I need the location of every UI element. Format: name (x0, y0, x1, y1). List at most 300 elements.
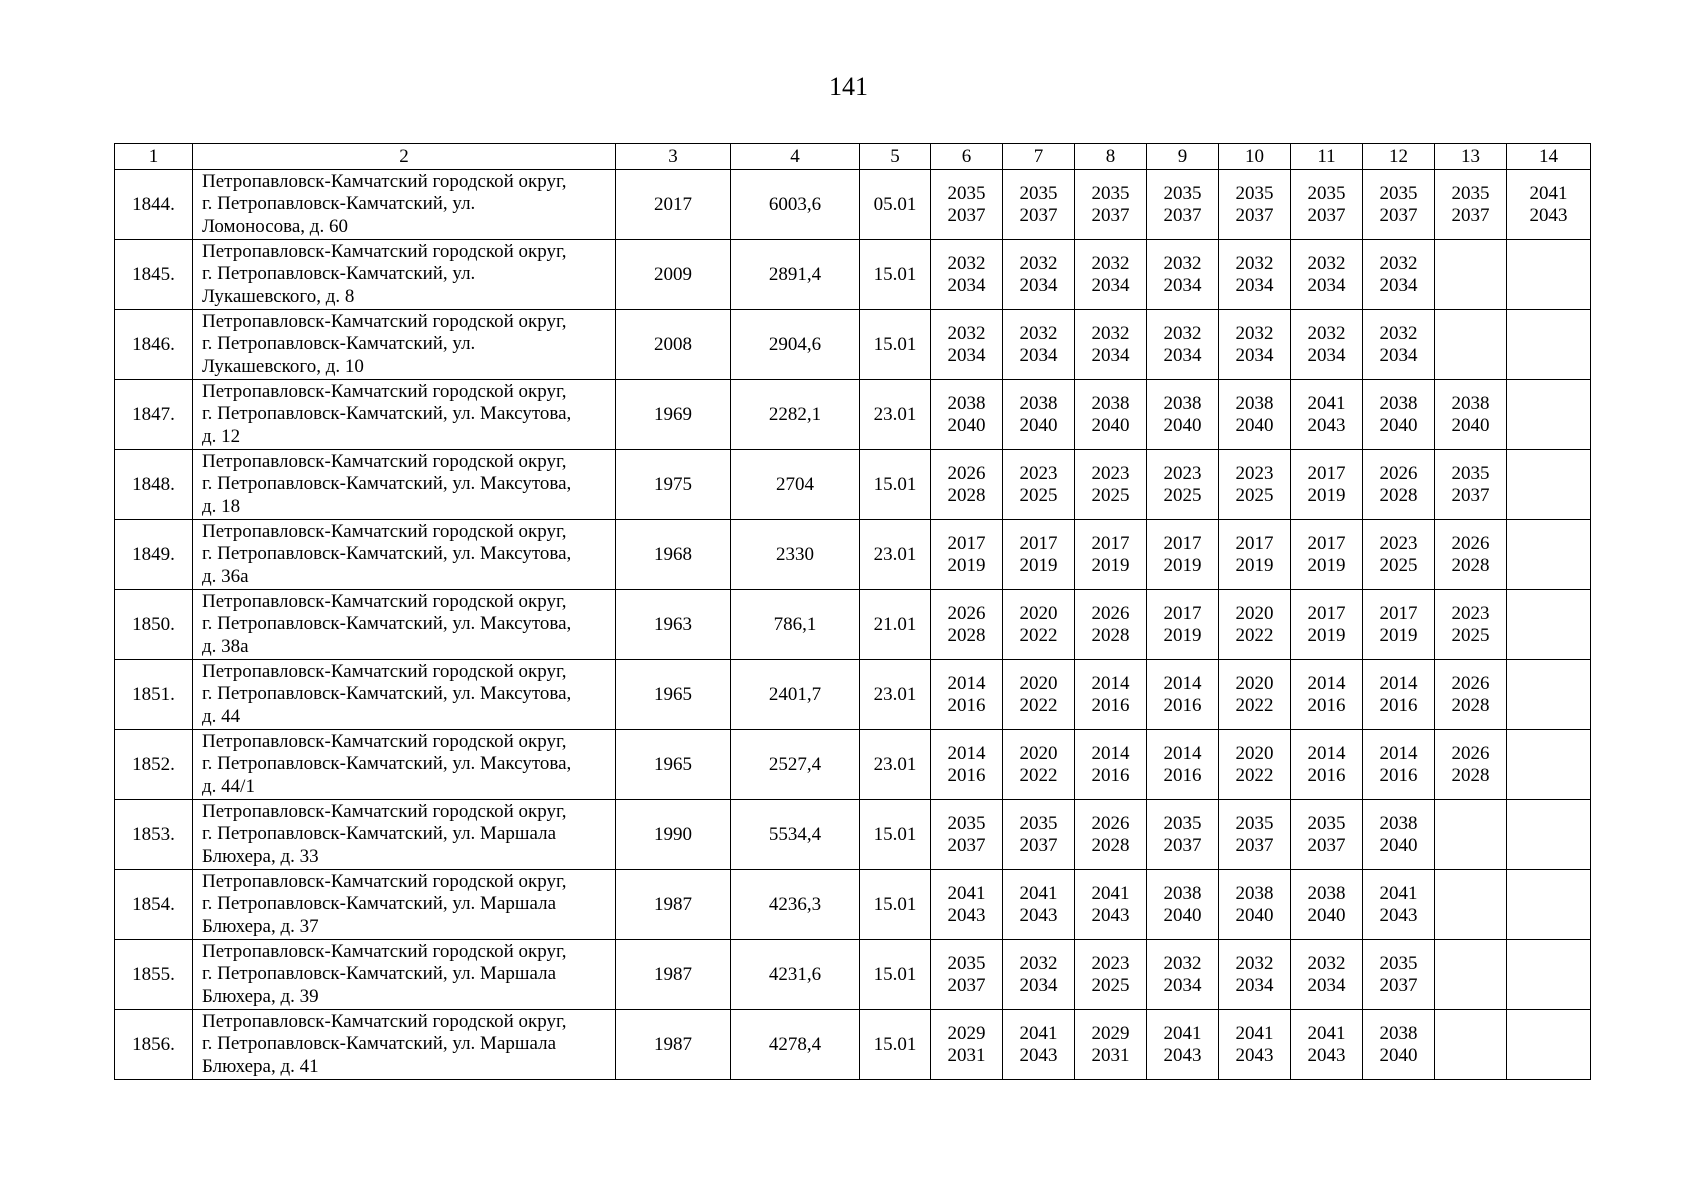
code-cell: 23.01 (860, 730, 931, 800)
period-end-year: 2034 (1091, 344, 1130, 366)
period-cell (931, 170, 1003, 240)
period-start-year: 2032 (1091, 322, 1130, 344)
period-cell (1507, 240, 1591, 310)
period-cell (1075, 240, 1147, 310)
period-end-year: 2022 (1019, 694, 1058, 716)
period-cell (1435, 170, 1507, 240)
period-start-year: 2026 (1451, 742, 1490, 764)
address-line: Блюхера, д. 41 (202, 1055, 319, 1077)
period-end-year: 2025 (1163, 484, 1202, 506)
address-line: Блюхера, д. 37 (202, 915, 319, 937)
period-cell (1219, 240, 1291, 310)
period-start-year: 2041 (1379, 882, 1418, 904)
area-cell: 4236,3 (731, 870, 860, 940)
period-start-year: 2026 (1451, 672, 1490, 694)
period-start-year: 2023 (1235, 462, 1274, 484)
period-start-year: 2035 (947, 812, 986, 834)
table-row (115, 800, 1591, 870)
table-row (115, 450, 1591, 520)
address-line: г. Петропавловск-Камчатский, ул. (202, 263, 476, 285)
period-cell (931, 310, 1003, 380)
table-row (115, 940, 1591, 1010)
period-cell (1003, 800, 1075, 870)
address-line: д. 36а (202, 565, 249, 587)
address-line: Петропавловск-Камчатский городской округ, (202, 660, 567, 682)
period-cell (1507, 380, 1591, 450)
period-start-year: 2032 (947, 252, 986, 274)
period-cell (1507, 520, 1591, 590)
commissioning-year-cell: 1963 (616, 590, 731, 660)
period-start-year: 2020 (1235, 602, 1274, 624)
period-end-year: 2034 (1235, 974, 1274, 996)
period-cell (1363, 870, 1435, 940)
commissioning-year-cell: 1987 (616, 940, 731, 1010)
period-end-year: 2028 (1379, 484, 1418, 506)
address-line: д. 12 (202, 425, 241, 447)
table-row (115, 660, 1591, 730)
period-cell (1075, 520, 1147, 590)
table-body (115, 170, 1591, 1080)
table-row (115, 1010, 1591, 1080)
period-start-year: 2032 (1235, 952, 1274, 974)
period-end-year: 2022 (1235, 624, 1274, 646)
period-start-year: 2041 (947, 882, 986, 904)
period-cell (1147, 800, 1219, 870)
period-start-year: 2017 (1235, 532, 1274, 554)
period-end-year: 2043 (1529, 204, 1568, 226)
address-cell (193, 310, 616, 380)
commissioning-year-cell: 1965 (616, 730, 731, 800)
row-number-cell: 1846. (115, 310, 193, 380)
column-header-3: 3 (616, 144, 731, 170)
period-end-year: 2025 (1091, 974, 1130, 996)
period-start-year: 2020 (1019, 602, 1058, 624)
area-cell: 2904,6 (731, 310, 860, 380)
address-line: Петропавловск-Камчатский городской округ, (202, 800, 567, 822)
period-cell (1363, 1010, 1435, 1080)
period-end-year: 2019 (1235, 554, 1274, 576)
address-line: Петропавловск-Камчатский городской округ, (202, 310, 567, 332)
period-end-year: 2034 (1163, 974, 1202, 996)
period-start-year: 2023 (1091, 952, 1130, 974)
area-cell: 2891,4 (731, 240, 860, 310)
period-end-year: 2043 (1163, 1044, 1202, 1066)
period-start-year: 2041 (1307, 1022, 1346, 1044)
period-cell (1075, 870, 1147, 940)
address-line: Петропавловск-Камчатский городской округ, (202, 450, 567, 472)
code-cell: 21.01 (860, 590, 931, 660)
period-cell (931, 800, 1003, 870)
period-start-year: 2041 (1019, 882, 1058, 904)
row-number-cell: 1856. (115, 1010, 193, 1080)
address-line: г. Петропавловск-Камчатский, ул. Маршала (202, 893, 557, 915)
period-start-year: 2035 (1235, 182, 1274, 204)
period-start-year: 2032 (1019, 322, 1058, 344)
period-cell (1003, 240, 1075, 310)
period-start-year: 2032 (1235, 252, 1274, 274)
period-start-year: 2035 (947, 182, 986, 204)
period-end-year: 2040 (1235, 414, 1274, 436)
period-cell (1507, 940, 1591, 1010)
period-cell (1219, 450, 1291, 520)
row-number-cell: 1847. (115, 380, 193, 450)
period-cell (931, 240, 1003, 310)
period-start-year: 2035 (1019, 812, 1058, 834)
column-header-8: 8 (1075, 144, 1147, 170)
period-end-year: 2040 (1091, 414, 1130, 436)
period-end-year: 2034 (1163, 344, 1202, 366)
commissioning-year-cell: 2008 (616, 310, 731, 380)
period-end-year: 2022 (1235, 764, 1274, 786)
period-end-year: 2019 (1163, 624, 1202, 646)
period-cell (1435, 730, 1507, 800)
period-start-year: 2032 (1163, 952, 1202, 974)
period-start-year: 2020 (1019, 742, 1058, 764)
period-cell (1435, 310, 1507, 380)
period-end-year: 2016 (947, 694, 986, 716)
page-number: 141 (829, 72, 868, 101)
period-cell (1291, 450, 1363, 520)
period-start-year: 2023 (1451, 602, 1490, 624)
period-end-year: 2028 (1451, 694, 1490, 716)
period-cell (1147, 1010, 1219, 1080)
period-end-year: 2016 (1379, 764, 1418, 786)
period-end-year: 2022 (1019, 764, 1058, 786)
period-cell (1435, 450, 1507, 520)
period-start-year: 2017 (1091, 532, 1130, 554)
period-end-year: 2037 (1235, 834, 1274, 856)
code-cell: 15.01 (860, 800, 931, 870)
address-cell (193, 590, 616, 660)
period-end-year: 2043 (1019, 904, 1058, 926)
period-cell (1003, 520, 1075, 590)
period-start-year: 2035 (1379, 182, 1418, 204)
period-end-year: 2043 (1235, 1044, 1274, 1066)
period-cell (931, 590, 1003, 660)
commissioning-year-cell: 2017 (616, 170, 731, 240)
table-row (115, 240, 1591, 310)
period-cell (1435, 870, 1507, 940)
period-end-year: 2025 (1019, 484, 1058, 506)
period-end-year: 2040 (1451, 414, 1490, 436)
period-end-year: 2037 (1379, 204, 1418, 226)
area-cell: 786,1 (731, 590, 860, 660)
period-start-year: 2032 (1019, 252, 1058, 274)
address-line: д. 38а (202, 635, 249, 657)
period-start-year: 2041 (1163, 1022, 1202, 1044)
period-end-year: 2034 (1307, 274, 1346, 296)
area-cell: 2401,7 (731, 660, 860, 730)
address-line: д. 44 (202, 705, 241, 727)
period-end-year: 2037 (1379, 974, 1418, 996)
period-end-year: 2040 (1019, 414, 1058, 436)
period-end-year: 2028 (1091, 624, 1130, 646)
period-start-year: 2026 (947, 462, 986, 484)
table-row (115, 870, 1591, 940)
column-header-9: 9 (1147, 144, 1219, 170)
address-cell (193, 800, 616, 870)
period-cell (1075, 170, 1147, 240)
address-line: г. Петропавловск-Камчатский, ул. Маршала (202, 963, 557, 985)
period-end-year: 2037 (1163, 204, 1202, 226)
table-row (115, 590, 1591, 660)
period-cell (1075, 590, 1147, 660)
address-cell (193, 1010, 616, 1080)
period-end-year: 2034 (1307, 974, 1346, 996)
period-end-year: 2028 (947, 484, 986, 506)
period-end-year: 2037 (1307, 204, 1346, 226)
row-number-cell: 1853. (115, 800, 193, 870)
period-end-year: 2037 (1019, 834, 1058, 856)
period-end-year: 2016 (1091, 694, 1130, 716)
period-end-year: 2037 (1451, 484, 1490, 506)
column-header-13: 13 (1435, 144, 1507, 170)
period-start-year: 2029 (947, 1022, 986, 1044)
period-cell (1219, 940, 1291, 1010)
period-cell (1003, 660, 1075, 730)
period-cell (1003, 450, 1075, 520)
commissioning-year-cell: 1990 (616, 800, 731, 870)
commissioning-year-cell: 1965 (616, 660, 731, 730)
period-start-year: 2023 (1091, 462, 1130, 484)
table-row (115, 170, 1591, 240)
period-cell (1435, 800, 1507, 870)
period-start-year: 2017 (1019, 532, 1058, 554)
address-line: Лукашевского, д. 8 (202, 285, 355, 307)
period-start-year: 2014 (1307, 672, 1346, 694)
period-cell (1363, 380, 1435, 450)
period-end-year: 2016 (1163, 764, 1202, 786)
period-cell (1363, 240, 1435, 310)
address-cell (193, 450, 616, 520)
period-start-year: 2035 (1163, 182, 1202, 204)
period-start-year: 2014 (947, 672, 986, 694)
period-end-year: 2016 (1307, 694, 1346, 716)
period-start-year: 2017 (1163, 602, 1202, 624)
period-cell (931, 380, 1003, 450)
period-cell (931, 870, 1003, 940)
period-cell (1291, 870, 1363, 940)
period-end-year: 2019 (1163, 554, 1202, 576)
period-start-year: 2035 (1235, 812, 1274, 834)
period-cell (931, 1010, 1003, 1080)
address-line: Петропавловск-Камчатский городской округ, (202, 730, 567, 752)
period-cell (1219, 800, 1291, 870)
period-cell (1435, 590, 1507, 660)
commissioning-year-cell: 1987 (616, 1010, 731, 1080)
period-end-year: 2043 (1091, 904, 1130, 926)
period-end-year: 2037 (1235, 204, 1274, 226)
period-end-year: 2016 (1379, 694, 1418, 716)
period-end-year: 2031 (947, 1044, 986, 1066)
period-end-year: 2037 (1019, 204, 1058, 226)
period-cell (1507, 590, 1591, 660)
period-end-year: 2019 (1307, 554, 1346, 576)
period-start-year: 2035 (1091, 182, 1130, 204)
period-end-year: 2040 (1379, 834, 1418, 856)
commissioning-year-cell: 1987 (616, 870, 731, 940)
period-cell (931, 660, 1003, 730)
period-cell (1219, 590, 1291, 660)
period-cell (1003, 380, 1075, 450)
area-cell: 2704 (731, 450, 860, 520)
address-line: Петропавловск-Камчатский городской округ, (202, 940, 567, 962)
period-cell (1219, 730, 1291, 800)
period-end-year: 2034 (1235, 274, 1274, 296)
period-end-year: 2037 (1163, 834, 1202, 856)
period-cell (1003, 730, 1075, 800)
period-start-year: 2020 (1235, 742, 1274, 764)
table-row (115, 520, 1591, 590)
period-cell (1363, 940, 1435, 1010)
area-cell: 6003,6 (731, 170, 860, 240)
period-start-year: 2014 (1091, 742, 1130, 764)
period-start-year: 2035 (1163, 812, 1202, 834)
address-line: Петропавловск-Камчатский городской округ, (202, 240, 567, 262)
period-cell (1435, 380, 1507, 450)
period-cell (1363, 170, 1435, 240)
period-start-year: 2029 (1091, 1022, 1130, 1044)
commissioning-year-cell: 2009 (616, 240, 731, 310)
period-cell (1147, 380, 1219, 450)
period-cell (931, 450, 1003, 520)
period-end-year: 2019 (1091, 554, 1130, 576)
address-line: г. Петропавловск-Камчатский, ул. Максутова, (202, 683, 572, 705)
period-cell (1147, 310, 1219, 380)
period-end-year: 2016 (947, 764, 986, 786)
period-end-year: 2034 (1019, 344, 1058, 366)
period-end-year: 2040 (1379, 1044, 1418, 1066)
period-start-year: 2038 (1235, 882, 1274, 904)
period-cell (1291, 380, 1363, 450)
period-start-year: 2017 (1163, 532, 1202, 554)
address-line: г. Петропавловск-Камчатский, ул. Максутова, (202, 403, 572, 425)
period-start-year: 2038 (1379, 392, 1418, 414)
column-header-11: 11 (1291, 144, 1363, 170)
period-cell (1147, 450, 1219, 520)
period-start-year: 2032 (1163, 252, 1202, 274)
address-cell (193, 240, 616, 310)
table-row (115, 380, 1591, 450)
period-end-year: 2019 (1379, 624, 1418, 646)
period-start-year: 2026 (1091, 602, 1130, 624)
period-start-year: 2020 (1235, 672, 1274, 694)
table-row (115, 310, 1591, 380)
period-cell (1219, 380, 1291, 450)
period-end-year: 2034 (1379, 274, 1418, 296)
area-cell: 5534,4 (731, 800, 860, 870)
period-end-year: 2025 (1451, 624, 1490, 646)
period-start-year: 2014 (1091, 672, 1130, 694)
period-start-year: 2041 (1307, 392, 1346, 414)
period-end-year: 2034 (1235, 344, 1274, 366)
period-end-year: 2016 (1091, 764, 1130, 786)
code-cell: 15.01 (860, 310, 931, 380)
row-number-cell: 1854. (115, 870, 193, 940)
period-cell (1075, 940, 1147, 1010)
address-line: Ломоносова, д. 60 (202, 215, 348, 237)
period-cell (1363, 660, 1435, 730)
address-line: Петропавловск-Камчатский городской округ, (202, 870, 567, 892)
period-end-year: 2040 (1163, 904, 1202, 926)
code-cell: 15.01 (860, 940, 931, 1010)
address-line: г. Петропавловск-Камчатский, ул. Максутова, (202, 473, 572, 495)
period-end-year: 2037 (1451, 204, 1490, 226)
period-end-year: 2034 (1307, 344, 1346, 366)
row-number-cell: 1849. (115, 520, 193, 590)
period-cell (1219, 170, 1291, 240)
period-end-year: 2040 (1379, 414, 1418, 436)
column-header-6: 6 (931, 144, 1003, 170)
period-end-year: 2028 (947, 624, 986, 646)
period-cell (1075, 800, 1147, 870)
period-start-year: 2035 (1307, 812, 1346, 834)
period-end-year: 2040 (1235, 904, 1274, 926)
period-end-year: 2019 (1307, 484, 1346, 506)
period-end-year: 2034 (947, 274, 986, 296)
period-cell (1507, 660, 1591, 730)
period-start-year: 2038 (1379, 1022, 1418, 1044)
commissioning-year-cell: 1968 (616, 520, 731, 590)
period-cell (1435, 660, 1507, 730)
column-header-4: 4 (731, 144, 860, 170)
period-cell (1219, 660, 1291, 730)
period-start-year: 2038 (1163, 882, 1202, 904)
period-cell (1147, 170, 1219, 240)
period-cell (1435, 240, 1507, 310)
period-cell (1291, 310, 1363, 380)
period-end-year: 2034 (947, 344, 986, 366)
period-end-year: 2043 (1307, 1044, 1346, 1066)
period-start-year: 2035 (1451, 462, 1490, 484)
period-start-year: 2014 (1379, 672, 1418, 694)
period-end-year: 2028 (1091, 834, 1130, 856)
row-number-cell: 1848. (115, 450, 193, 520)
period-end-year: 2037 (947, 974, 986, 996)
period-start-year: 2020 (1019, 672, 1058, 694)
period-start-year: 2017 (1379, 602, 1418, 624)
period-cell (1435, 1010, 1507, 1080)
period-cell (1363, 800, 1435, 870)
period-start-year: 2038 (1451, 392, 1490, 414)
row-number-cell: 1852. (115, 730, 193, 800)
period-cell (1075, 450, 1147, 520)
table-row (115, 730, 1591, 800)
period-start-year: 2032 (1019, 952, 1058, 974)
period-cell (1219, 310, 1291, 380)
period-start-year: 2035 (1307, 182, 1346, 204)
period-start-year: 2026 (1091, 812, 1130, 834)
period-end-year: 2040 (1163, 414, 1202, 436)
period-end-year: 2043 (1307, 414, 1346, 436)
period-end-year: 2040 (1307, 904, 1346, 926)
period-start-year: 2035 (947, 952, 986, 974)
period-end-year: 2043 (1019, 1044, 1058, 1066)
address-cell (193, 170, 616, 240)
period-start-year: 2026 (1379, 462, 1418, 484)
period-cell (1507, 310, 1591, 380)
column-header-14: 14 (1507, 144, 1591, 170)
code-cell: 23.01 (860, 660, 931, 730)
period-cell (1075, 380, 1147, 450)
period-end-year: 2019 (1019, 554, 1058, 576)
period-end-year: 2022 (1019, 624, 1058, 646)
period-end-year: 2028 (1451, 764, 1490, 786)
table-header (115, 144, 1591, 170)
period-start-year: 2017 (1307, 532, 1346, 554)
period-start-year: 2041 (1529, 182, 1568, 204)
period-start-year: 2041 (1235, 1022, 1274, 1044)
